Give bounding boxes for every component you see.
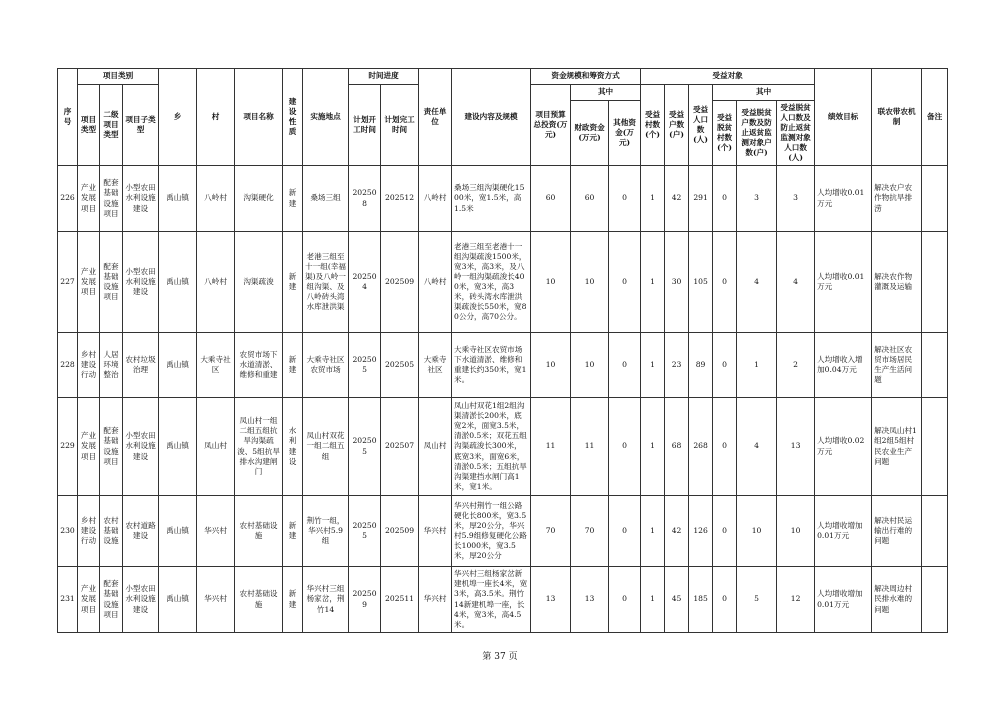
cell-remark <box>922 398 948 496</box>
cell-other: 0 <box>609 232 641 333</box>
cell-mechanism: 解决农户农作物抗旱排涝 <box>872 166 922 232</box>
cell-content: 凤山村双花1组2组沟渠清淤长200米，底宽2米，面宽3.5米，清淤0.5米；双花五组沟渠疏浚长300米，底宽3米，面宽6米，清淤0.5米；五组抗旱沟渠建挡水闸门高1米，宽1米。 <box>452 398 531 496</box>
header-other: 其他资金(万元) <box>609 101 641 166</box>
cell-total: 10 <box>531 232 571 333</box>
cell-content: 华兴村三组杨家岔新建机埠一座长4米，宽3米，高3.5米。荆竹14新建机埠一座，长4米，宽3米，高4.5米。 <box>452 567 531 633</box>
cell-unit: 八岭村 <box>419 166 452 232</box>
header-plan-end: 计划完工时间 <box>381 85 419 166</box>
header-among: 其中 <box>571 85 641 101</box>
cell-end: 202511 <box>381 567 419 633</box>
table-row <box>58 398 948 496</box>
cell-nature: 新建 <box>283 567 303 633</box>
cell-other: 0 <box>609 166 641 232</box>
cell-end: 202509 <box>381 232 419 333</box>
cell-fiscal: 10 <box>571 232 609 333</box>
cell-poor-households: 5 <box>737 567 777 633</box>
cell-remark <box>922 166 948 232</box>
cell-village: 华兴村 <box>197 567 235 633</box>
table-row <box>58 333 948 398</box>
cell-performance: 人均增收入增加0.04万元 <box>815 333 872 398</box>
cell-other: 0 <box>609 567 641 633</box>
cell-village: 凤山村 <box>197 398 235 496</box>
cell-remark <box>922 232 948 333</box>
cell-village: 大乘寺社区 <box>197 333 235 398</box>
cell-fiscal: 70 <box>571 496 609 567</box>
cell-start: 202505 <box>349 398 381 496</box>
cell-village: 八岭村 <box>197 232 235 333</box>
cell-villages: 1 <box>641 496 665 567</box>
cell-nature: 新建 <box>283 232 303 333</box>
cell-type: 产业发展项目 <box>78 166 100 232</box>
cell-population: 268 <box>689 398 713 496</box>
cell-households: 42 <box>665 496 689 567</box>
cell-name: 凤山村一组二组五组抗旱沟渠疏浚、5组抗旱排水沟建闸门 <box>235 398 283 496</box>
header-time-progress: 时间进度 <box>349 69 419 85</box>
cell-sub: 小型农田水利设施建设 <box>123 232 159 333</box>
cell-type: 乡村建设行动 <box>78 333 100 398</box>
cell-mechanism: 解决村民运输出行难的问题 <box>872 496 922 567</box>
header-fiscal: 财政资金(万元) <box>571 101 609 166</box>
cell-name: 沟渠疏浚 <box>235 232 283 333</box>
cell-unit: 华兴村 <box>419 567 452 633</box>
header-ben-poor-villages: 受益脱贫村数(个) <box>713 101 737 166</box>
cell-sub: 农村道路建设 <box>123 496 159 567</box>
cell-seq: 226 <box>58 166 78 232</box>
cell-town: 禹山镇 <box>159 333 197 398</box>
header-village: 村 <box>197 69 235 166</box>
cell-households: 42 <box>665 166 689 232</box>
cell-poor-households: 10 <box>737 496 777 567</box>
cell-location: 大乘寺社区农贸市场 <box>303 333 349 398</box>
cell-mechanism: 解决农作物灌溉及运输 <box>872 232 922 333</box>
cell-fiscal: 60 <box>571 166 609 232</box>
header-remark: 备注 <box>922 69 948 166</box>
cell-type: 产业发展项目 <box>78 567 100 633</box>
cell-seq: 229 <box>58 398 78 496</box>
cell-location: 凤山村双花一组二组五组 <box>303 398 349 496</box>
table-row <box>58 567 948 633</box>
cell-sub2: 农村基础设施 <box>100 496 123 567</box>
cell-type: 产业发展项目 <box>78 398 100 496</box>
cell-population: 126 <box>689 496 713 567</box>
cell-nature: 水利建设 <box>283 398 303 496</box>
table-header <box>58 69 948 166</box>
header-content: 建设内容及规模 <box>452 69 531 166</box>
cell-households: 23 <box>665 333 689 398</box>
cell-poor-villages: 0 <box>713 333 737 398</box>
cell-location: 荆竹一组，华兴村5.9组 <box>303 496 349 567</box>
cell-poor-villages: 0 <box>713 567 737 633</box>
table-row <box>58 166 948 232</box>
cell-villages: 1 <box>641 166 665 232</box>
header-location: 实施地点 <box>303 69 349 166</box>
cell-poor-population: 12 <box>777 567 815 633</box>
header-resp-unit: 责任单位 <box>419 69 452 166</box>
cell-other: 0 <box>609 496 641 567</box>
cell-type: 产业发展项目 <box>78 232 100 333</box>
cell-sub: 小型农田水利设施建设 <box>123 567 159 633</box>
cell-remark <box>922 496 948 567</box>
header-performance: 绩效目标 <box>815 69 872 166</box>
cell-poor-villages: 0 <box>713 496 737 567</box>
cell-population: 291 <box>689 166 713 232</box>
cell-remark <box>922 333 948 398</box>
cell-villages: 1 <box>641 333 665 398</box>
cell-poor-population: 2 <box>777 333 815 398</box>
cell-poor-households: 3 <box>737 166 777 232</box>
cell-end: 202509 <box>381 496 419 567</box>
cell-town: 禹山镇 <box>159 496 197 567</box>
cell-total: 60 <box>531 166 571 232</box>
header-seq: 序号 <box>58 69 78 166</box>
table-row <box>58 232 948 333</box>
cell-location: 老港三组至十一组(幸福渠)及八岭一组沟渠、及八岭砖头湾水库泄洪渠 <box>303 232 349 333</box>
table-row <box>58 496 948 567</box>
header-ben-villages: 受益村数(个) <box>641 85 665 166</box>
cell-other: 0 <box>609 398 641 496</box>
cell-poor-households: 4 <box>737 398 777 496</box>
cell-town: 禹山镇 <box>159 567 197 633</box>
header-project-category: 项目类别 <box>78 69 159 85</box>
cell-start: 202504 <box>349 232 381 333</box>
header-nature: 建设性质 <box>283 69 303 166</box>
cell-mechanism: 解决凤山村1组2组5组村民农业生产问题 <box>872 398 922 496</box>
cell-nature: 新建 <box>283 496 303 567</box>
cell-end: 202512 <box>381 166 419 232</box>
cell-sub2: 配套基础设施项目 <box>100 232 123 333</box>
cell-content: 老港三组至老港十一组沟渠疏浚1500米，宽3米，高3米，及八岭一组沟渠疏浚长400米，宽3米，高3米，砖头湾水库泄洪渠疏浚长550米，宽80公分，高70公分。 <box>452 232 531 333</box>
header-project-name: 项目名称 <box>235 69 283 166</box>
cell-fiscal: 10 <box>571 333 609 398</box>
cell-performance: 人均增收0.01万元 <box>815 166 872 232</box>
cell-population: 89 <box>689 333 713 398</box>
cell-name: 农村基础设施 <box>235 496 283 567</box>
cell-poor-villages: 0 <box>713 398 737 496</box>
cell-total: 13 <box>531 567 571 633</box>
cell-poor-population: 10 <box>777 496 815 567</box>
cell-type: 乡村建设行动 <box>78 496 100 567</box>
cell-name: 沟渠硬化 <box>235 166 283 232</box>
cell-sub: 小型农田水利设施建设 <box>123 166 159 232</box>
table-body <box>58 166 948 633</box>
cell-village: 华兴村 <box>197 496 235 567</box>
cell-villages: 1 <box>641 232 665 333</box>
cell-fiscal: 11 <box>571 398 609 496</box>
cell-end: 202505 <box>381 333 419 398</box>
cell-households: 30 <box>665 232 689 333</box>
cell-performance: 人均增收增加0.01万元 <box>815 567 872 633</box>
cell-unit: 凤山村 <box>419 398 452 496</box>
header-plan-start: 计划开工时间 <box>349 85 381 166</box>
cell-villages: 1 <box>641 398 665 496</box>
cell-sub: 农村垃圾治理 <box>123 333 159 398</box>
cell-mechanism: 解决周边村民排水难的问题 <box>872 567 922 633</box>
header-funding: 资金规模和筹资方式 <box>531 69 641 85</box>
cell-performance: 人均增收0.01万元 <box>815 232 872 333</box>
header-total-invest: 项目预算总投资(万元) <box>531 85 571 166</box>
cell-nature: 新建 <box>283 166 303 232</box>
cell-name: 农贸市场下水道清淤、维修和重建 <box>235 333 283 398</box>
cell-poor-households: 1 <box>737 333 777 398</box>
header-ben-households: 受益户数(户) <box>665 85 689 166</box>
header-project-type: 项目类型 <box>78 85 100 166</box>
cell-mechanism: 解决社区农贸市场居民生产生活问题 <box>872 333 922 398</box>
cell-sub2: 配套基础设施项目 <box>100 398 123 496</box>
cell-total: 11 <box>531 398 571 496</box>
header-town: 乡 <box>159 69 197 166</box>
cell-sub2: 人居环境整治 <box>100 333 123 398</box>
cell-poor-villages: 0 <box>713 232 737 333</box>
header-sub-type2: 二级项目类型 <box>100 85 123 166</box>
cell-villages: 1 <box>641 567 665 633</box>
cell-content: 桑场三组沟渠硬化1500米，宽1.5米，高1.5米 <box>452 166 531 232</box>
cell-poor-population: 3 <box>777 166 815 232</box>
cell-households: 45 <box>665 567 689 633</box>
cell-nature: 新建 <box>283 333 303 398</box>
cell-content: 华兴村荆竹一组公路硬化长800米，宽3.5米，厚20公分，华兴村5.9组修复硬化公路长1000米，宽3.5米，厚20公分 <box>452 496 531 567</box>
cell-remark <box>922 567 948 633</box>
cell-total: 10 <box>531 333 571 398</box>
header-farmer-mechanism: 联农带农机制 <box>872 69 922 166</box>
header-beneficiary: 受益对象 <box>641 69 815 85</box>
cell-sub: 小型农田水利设施建设 <box>123 398 159 496</box>
cell-town: 禹山镇 <box>159 398 197 496</box>
cell-population: 185 <box>689 567 713 633</box>
cell-poor-households: 4 <box>737 232 777 333</box>
cell-seq: 231 <box>58 567 78 633</box>
header-among2: 其中 <box>713 85 815 101</box>
cell-sub2: 配套基础设施项目 <box>100 166 123 232</box>
cell-sub2: 配套基础设施项目 <box>100 567 123 633</box>
header-ben-population: 受益人口数(人) <box>689 85 713 166</box>
cell-name: 农村基础设施 <box>235 567 283 633</box>
cell-village: 八岭村 <box>197 166 235 232</box>
cell-poor-population: 4 <box>777 232 815 333</box>
cell-unit: 华兴村 <box>419 496 452 567</box>
cell-performance: 人均增收增加0.01万元 <box>815 496 872 567</box>
page-number: 第 37 页 <box>482 652 518 662</box>
cell-households: 68 <box>665 398 689 496</box>
project-table <box>57 68 948 633</box>
cell-start: 202505 <box>349 333 381 398</box>
cell-other: 0 <box>609 333 641 398</box>
cell-town: 禹山镇 <box>159 232 197 333</box>
cell-location: 桑场三组 <box>303 166 349 232</box>
cell-seq: 230 <box>58 496 78 567</box>
cell-start: 202505 <box>349 496 381 567</box>
cell-fiscal: 13 <box>571 567 609 633</box>
cell-total: 70 <box>531 496 571 567</box>
cell-start: 202509 <box>349 567 381 633</box>
cell-unit: 大乘寺社区 <box>419 333 452 398</box>
cell-location: 华兴村三组杨家岔，荆竹14 <box>303 567 349 633</box>
header-ben-poor-households: 受益脱贫户数及防止返贫监测对象户数(户) <box>737 101 777 166</box>
header-ben-poor-population: 受益脱贫人口数及防止返贫监测对象人口数(人) <box>777 101 815 166</box>
cell-population: 105 <box>689 232 713 333</box>
cell-unit: 八岭村 <box>419 232 452 333</box>
header-sub-type: 项目子类型 <box>123 85 159 166</box>
cell-performance: 人均增收0.02万元 <box>815 398 872 496</box>
cell-seq: 228 <box>58 333 78 398</box>
cell-seq: 227 <box>58 232 78 333</box>
cell-end: 202507 <box>381 398 419 496</box>
cell-content: 大乘寺社区农贸市场下水道清淤、维修和重建长约350米，宽1米。 <box>452 333 531 398</box>
cell-start: 202508 <box>349 166 381 232</box>
cell-town: 禹山镇 <box>159 166 197 232</box>
cell-poor-population: 13 <box>777 398 815 496</box>
cell-poor-villages: 0 <box>713 166 737 232</box>
